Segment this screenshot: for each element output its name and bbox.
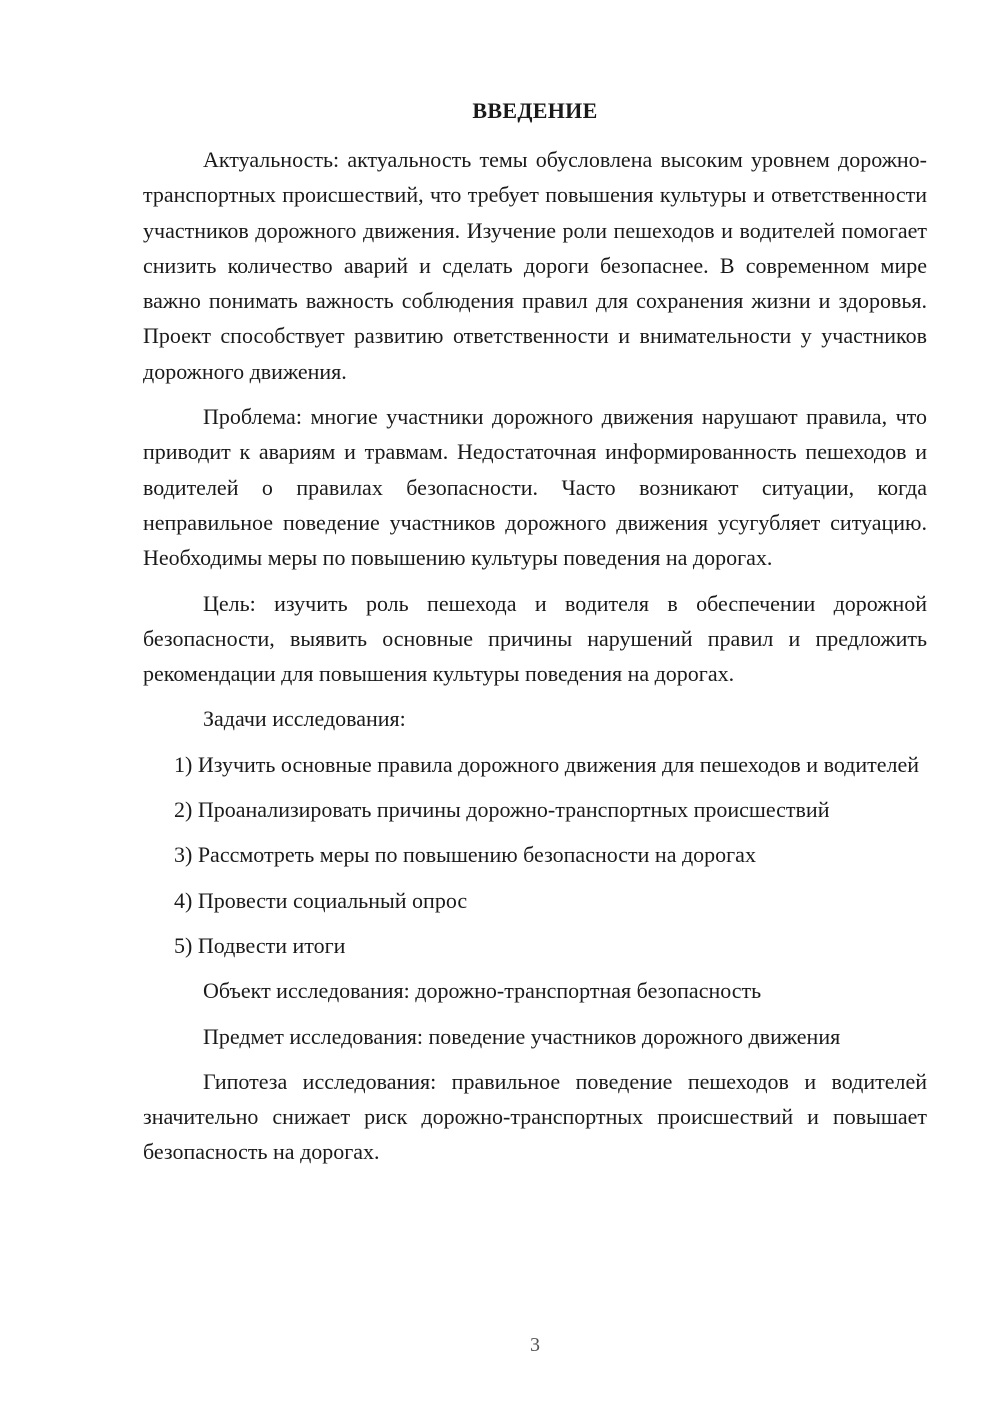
task-item: 3) Рассмотреть меры по повышению безопасности на дорогах	[174, 842, 756, 868]
task-item: 4) Провести социальный опрос	[174, 887, 468, 913]
paragraph-relevance: Актуальность: актуальность темы обусловлена высоким уровнем дорожно-транспортных происшествий, что требует повышения культуры и ответственности участников дорожного движения. Изучение роли пешеходов и водителей помогает снизить количество аварий и сделать дороги безопаснее. В современном мире важно понимать важность соблюдения правил для сохранения жизни и здоровья. Проект способствует развитию ответственности и внимательности у участников дорожного движения.	[143, 147, 927, 384]
document-body	[143, 142, 927, 1180]
page-number: 3	[530, 1334, 540, 1356]
task-item: 5) Подвести итоги	[174, 932, 346, 958]
paragraph-problem: Проблема: многие участники дорожного движения нарушают правила, что приводит к авариям и травмам. Недостаточная информированность пешеходов и водителей о правилах безопасности. Часто возникают ситуации, когда неправильное поведение участников дорожного движения усугубляет ситуацию. Необходимы меры по повышению культуры поведения на дорогах.	[143, 404, 927, 571]
paragraph-object: Объект исследования: дорожно-транспортная безопасность	[203, 978, 762, 1004]
section-title: ВВЕДЕНИЕ	[472, 98, 598, 123]
paragraph-subject: Предмет исследования: поведение участников дорожного движения	[203, 1023, 841, 1049]
task-item: 1) Изучить основные правила дорожного движения для пешеходов и водителей	[174, 751, 920, 777]
task-item: 2) Проанализировать причины дорожно-транспортных происшествий	[174, 797, 830, 823]
tasks-heading: Задачи исследования:	[203, 706, 406, 732]
paragraph-goal: Цель: изучить роль пешехода и водителя в обеспечении дорожной безопасности, выявить основные причины нарушений правил и предложить рекомендации для повышения культуры поведения на дорогах.	[143, 590, 927, 687]
paragraph-hypothesis: Гипотеза исследования: правильное поведение пешеходов и водителей значительно снижает риск дорожно-транспортных происшествий и повышает безопасность на дорогах.	[143, 1068, 927, 1165]
